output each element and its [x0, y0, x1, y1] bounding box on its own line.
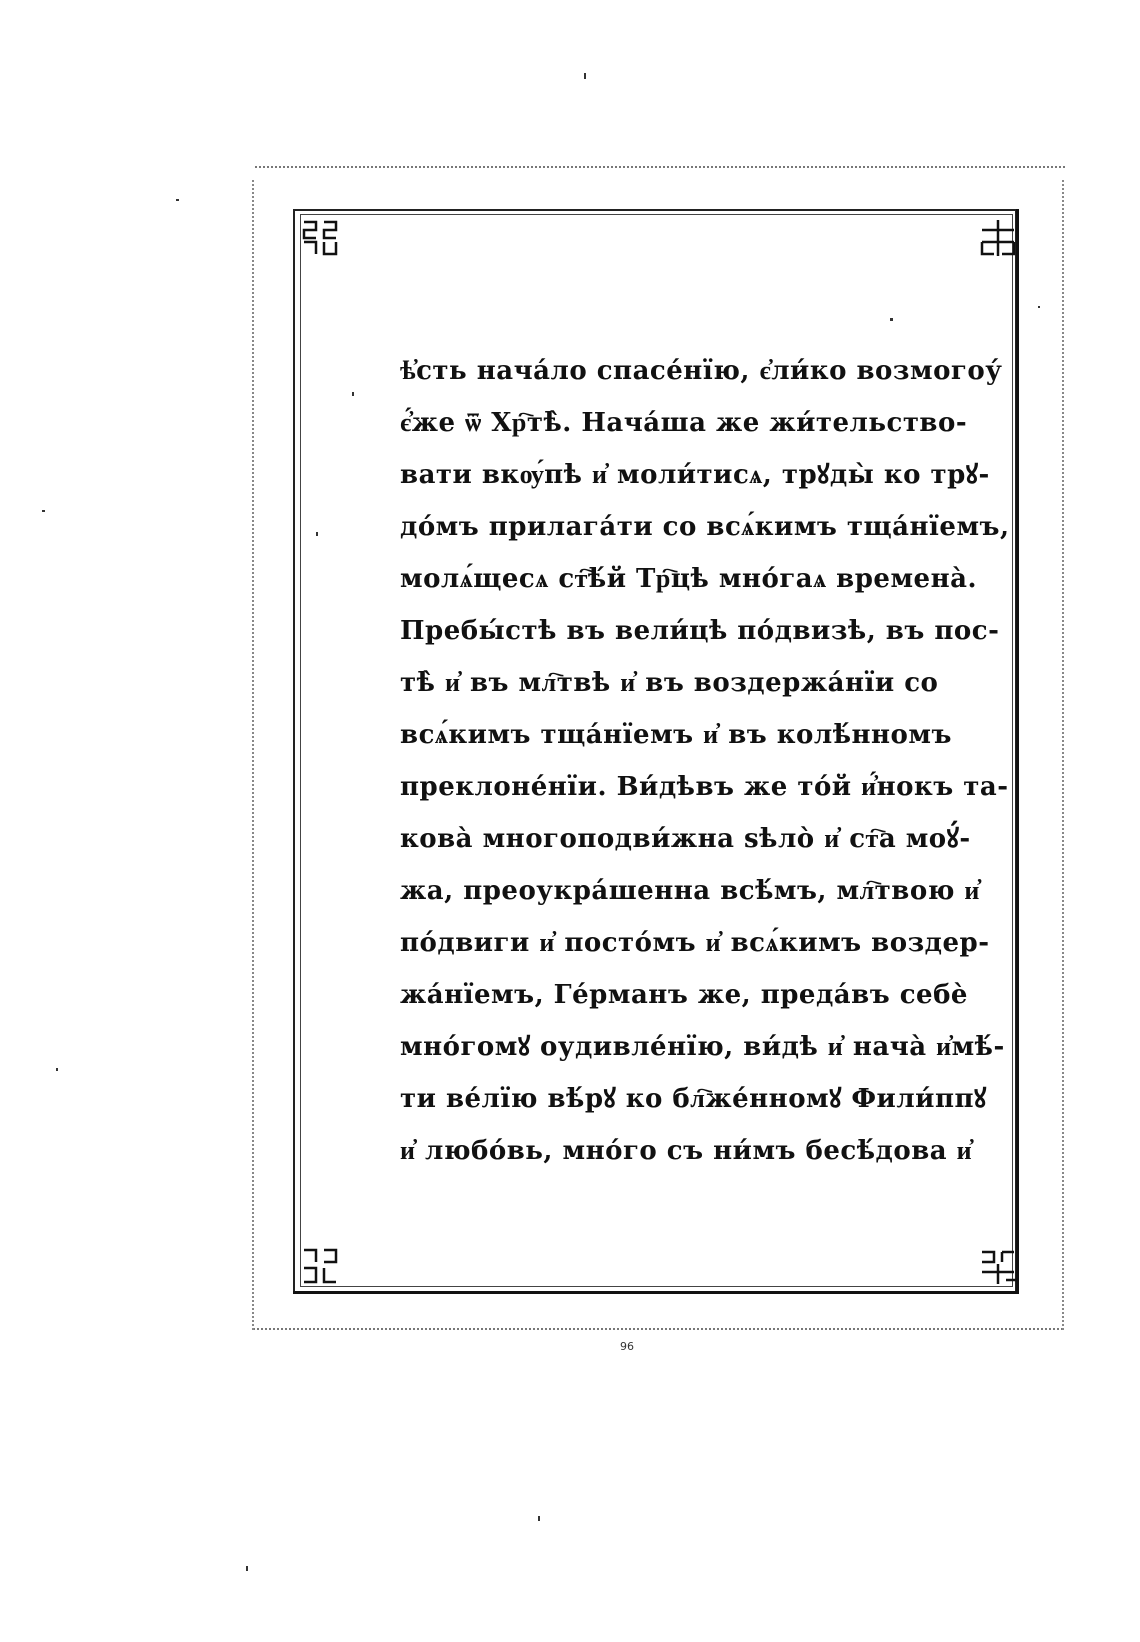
text-line: жа, преоукра́шенна всѣ́мъ, мл҇твою и҆ [400, 876, 980, 906]
scan-speck [56, 1068, 58, 1071]
scan-speck [584, 73, 586, 79]
text-line: Пребы́стѣ въ вели́цѣ по́двизѣ, въ пос- [400, 616, 1000, 646]
text-line: преклоне́нїи. Ви́дѣвъ же то́й и҆́нокъ та- [400, 772, 1009, 802]
text-line: є҆́же ѿ Хр҇тѣ̀. Нача́ша же жи́тельство- [400, 408, 968, 438]
corner-ornament-icon [978, 1246, 1018, 1286]
corner-ornament-icon [300, 218, 340, 258]
corner-ornament-icon [300, 1246, 340, 1286]
scan-speck [352, 392, 354, 396]
text-line: молѧ́щесѧ ст҇ѣ́й Тр҇цѣ мно́гаѧ времена̀. [400, 564, 978, 594]
text-line: жа́нїемъ, Ге́рманъ же, преда́въ себѐ [400, 980, 968, 1010]
scan-speck [538, 1516, 540, 1521]
right-dotted-rule [1062, 180, 1064, 1330]
page-text-block [400, 345, 1010, 1177]
bottom-dotted-rule [253, 1328, 1063, 1330]
text-line: ѣ҆сть нача́ло спасе́нїю, є҆ли́ко возмогоу́ [400, 356, 1003, 386]
text-line: тѣ̀ и҆ въ мл҇твѣ и҆ въ воздержа́нїи со [400, 668, 939, 698]
text-line: ти ве́лїю вѣ́рꙋ ко бл҇же́нномꙋ Фили́ппꙋ [400, 1084, 987, 1114]
scan-speck [316, 532, 318, 536]
page-number: 96 [620, 1340, 634, 1353]
text-line: и҆ любо́вь, мно́го съ ни́мъ бесѣ́дова и҆ [400, 1136, 973, 1166]
page-frame-bottom-edge [293, 1291, 1019, 1294]
corner-ornament-icon [978, 218, 1018, 258]
text-line: вати вкѹ́пѣ и҆ моли́тисѧ, трꙋды̀ ко трꙋ- [400, 460, 990, 490]
scan-speck [890, 318, 893, 321]
text-line: до́мъ прилага́ти со всѧ́кимъ тща́нїемъ, [400, 512, 1010, 542]
text-line: всѧ́кимъ тща́нїемъ и҆ въ колѣ́нномъ [400, 720, 952, 750]
left-dotted-rule [252, 180, 254, 1330]
scan-speck [42, 510, 45, 512]
text-line: по́двиги и҆ посто́мъ и҆ всѧ́кимъ воздер- [400, 928, 990, 958]
scan-speck [1038, 306, 1040, 308]
text-line: кова̀ многоподви́жна ѕѣло̀ и҆ ст҇а моꙋ́- [400, 824, 971, 854]
scan-speck [246, 1566, 248, 1571]
top-dotted-rule [255, 166, 1065, 168]
scan-speck [176, 199, 179, 201]
page-frame-right-edge [1016, 209, 1019, 1294]
text-line: мно́гомꙋ оудивле́нїю, ви́дѣ и҆ нача̀ и҆мѣ́- [400, 1032, 1005, 1062]
